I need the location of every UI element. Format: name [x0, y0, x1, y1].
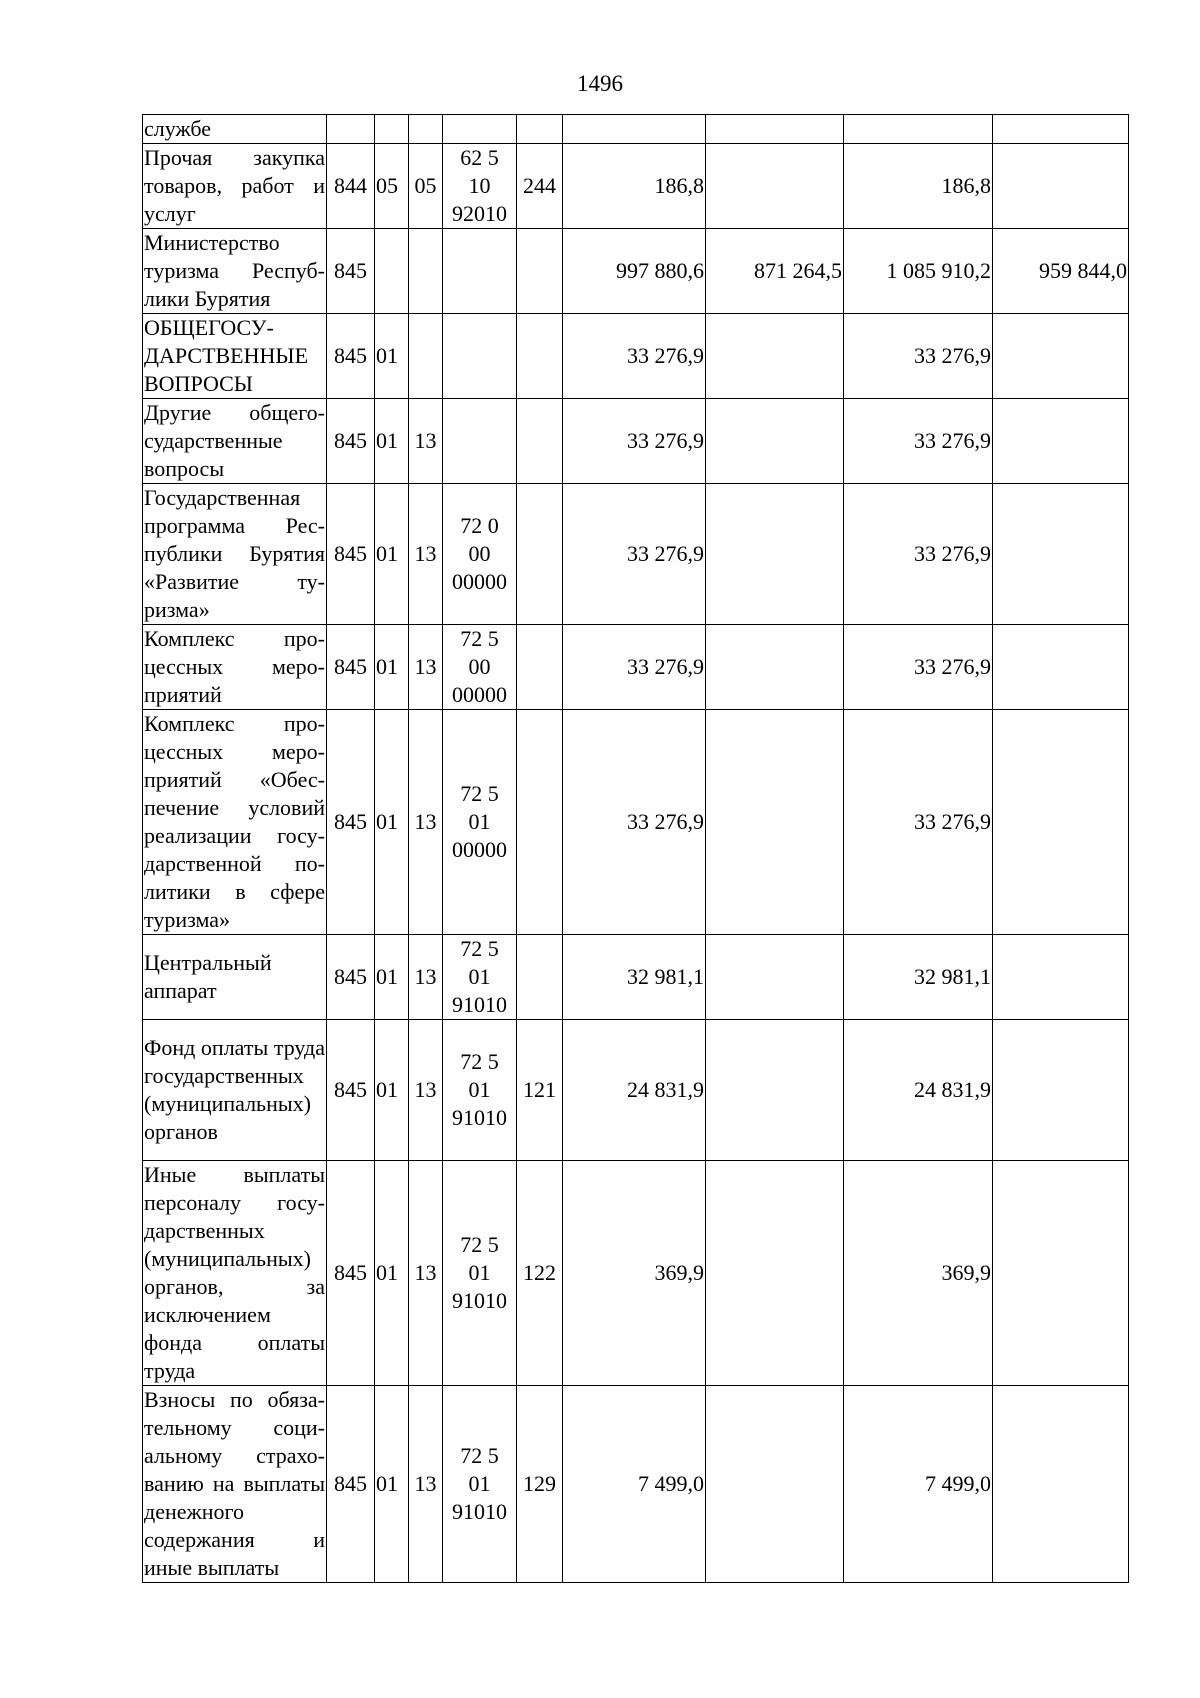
cell-sum-1: 369,9	[563, 1161, 706, 1386]
table-row	[143, 399, 1129, 484]
cell-sum-2	[706, 115, 844, 144]
cell-sum-2	[706, 710, 844, 935]
cell-rz: 01	[375, 935, 409, 1020]
cell-rz: 01	[375, 1161, 409, 1386]
cell-ved: 845	[327, 710, 375, 935]
cell-sum-3: 1 085 910,2	[844, 229, 993, 314]
cell-name: Иные выплаты персоналу государственных (муниципальных) органов, за исключением фонда оплаты труда	[143, 1161, 327, 1386]
cell-sum-4	[993, 625, 1129, 710]
cell-vr	[517, 399, 563, 484]
cell-vr	[517, 710, 563, 935]
cell-ved: 845	[327, 1386, 375, 1583]
cell-ved: 844	[327, 144, 375, 229]
cell-sum-1	[563, 115, 706, 144]
cell-sum-4	[993, 484, 1129, 625]
cell-pr: 13	[409, 1020, 443, 1161]
cell-vr	[517, 314, 563, 399]
cell-sum-3: 7 499,0	[844, 1386, 993, 1583]
cell-sum-3: 33 276,9	[844, 314, 993, 399]
cell-sum-4	[993, 1161, 1129, 1386]
cell-sum-1: 24 831,9	[563, 1020, 706, 1161]
cell-sum-1: 186,8	[563, 144, 706, 229]
cell-sum-3: 24 831,9	[844, 1020, 993, 1161]
cell-name: Фонд оплаты труда государственных (муниципальных) органов	[143, 1020, 327, 1161]
table-row	[143, 115, 1129, 144]
cell-sum-4	[993, 1386, 1129, 1583]
cell-ved: 845	[327, 625, 375, 710]
cell-sum-1: 7 499,0	[563, 1386, 706, 1583]
cell-csr: 72 5 01 91010	[443, 1386, 517, 1583]
table-row	[143, 484, 1129, 625]
cell-sum-4	[993, 399, 1129, 484]
cell-csr: 72 5 01 91010	[443, 935, 517, 1020]
cell-sum-2	[706, 484, 844, 625]
cell-ved: 845	[327, 1161, 375, 1386]
cell-sum-3: 369,9	[844, 1161, 993, 1386]
cell-sum-3: 33 276,9	[844, 625, 993, 710]
table-row	[143, 1386, 1129, 1583]
cell-pr: 13	[409, 625, 443, 710]
cell-name: Другие общегосударственные вопросы	[143, 399, 327, 484]
cell-sum-3: 33 276,9	[844, 484, 993, 625]
cell-sum-2	[706, 1161, 844, 1386]
table-body	[143, 115, 1129, 1583]
cell-csr: 72 5 01 91010	[443, 1161, 517, 1386]
cell-sum-2	[706, 1386, 844, 1583]
cell-vr: 244	[517, 144, 563, 229]
cell-sum-2	[706, 314, 844, 399]
cell-csr: 72 5 01 91010	[443, 1020, 517, 1161]
budget-table	[142, 114, 1129, 1583]
cell-name: Комплекс процессных мероприятий «Обеспечение условий реализации государственной политики в сфере туризма»	[143, 710, 327, 935]
cell-csr	[443, 229, 517, 314]
cell-csr: 72 5 01 00000	[443, 710, 517, 935]
cell-sum-2	[706, 935, 844, 1020]
page-number: 1496	[577, 71, 623, 96]
cell-csr: 72 5 00 00000	[443, 625, 517, 710]
cell-sum-2	[706, 144, 844, 229]
cell-sum-1: 33 276,9	[563, 484, 706, 625]
cell-vr: 129	[517, 1386, 563, 1583]
cell-vr: 121	[517, 1020, 563, 1161]
cell-sum-4	[993, 935, 1129, 1020]
cell-pr: 13	[409, 484, 443, 625]
cell-sum-3	[844, 115, 993, 144]
table-row	[143, 144, 1129, 229]
cell-vr: 122	[517, 1161, 563, 1386]
table-row	[143, 229, 1129, 314]
cell-name: Взносы по обязательному социальному страхованию на выплаты денежного содержания и иные выплаты	[143, 1386, 327, 1583]
cell-rz: 01	[375, 710, 409, 935]
cell-csr: 62 5 10 92010	[443, 144, 517, 229]
cell-sum-4: 959 844,0	[993, 229, 1129, 314]
cell-csr	[443, 115, 517, 144]
cell-rz: 01	[375, 1020, 409, 1161]
cell-sum-2	[706, 625, 844, 710]
cell-ved: 845	[327, 935, 375, 1020]
cell-ved: 845	[327, 399, 375, 484]
table-row	[143, 625, 1129, 710]
cell-pr: 13	[409, 399, 443, 484]
cell-vr	[517, 484, 563, 625]
cell-pr: 13	[409, 710, 443, 935]
table-row	[143, 314, 1129, 399]
table-row	[143, 935, 1129, 1020]
cell-sum-3: 32 981,1	[844, 935, 993, 1020]
cell-sum-4	[993, 144, 1129, 229]
cell-sum-4	[993, 1020, 1129, 1161]
cell-pr	[409, 115, 443, 144]
cell-name: службе	[143, 115, 327, 144]
cell-vr	[517, 115, 563, 144]
cell-name: ОБЩЕГОСУДАРСТВЕННЫЕ ВОПРОСЫ	[143, 314, 327, 399]
cell-sum-1: 32 981,1	[563, 935, 706, 1020]
cell-pr: 13	[409, 1161, 443, 1386]
cell-rz: 01	[375, 399, 409, 484]
cell-sum-2	[706, 399, 844, 484]
table-row	[143, 710, 1129, 935]
cell-rz	[375, 229, 409, 314]
cell-sum-1: 33 276,9	[563, 399, 706, 484]
cell-vr	[517, 935, 563, 1020]
cell-name: Центральный аппарат	[143, 935, 327, 1020]
cell-sum-1: 33 276,9	[563, 625, 706, 710]
cell-ved: 845	[327, 1020, 375, 1161]
cell-sum-3: 33 276,9	[844, 399, 993, 484]
cell-rz: 01	[375, 484, 409, 625]
cell-sum-3: 33 276,9	[844, 710, 993, 935]
cell-sum-4	[993, 710, 1129, 935]
cell-pr	[409, 314, 443, 399]
cell-sum-3: 186,8	[844, 144, 993, 229]
cell-rz: 05	[375, 144, 409, 229]
cell-rz: 01	[375, 314, 409, 399]
cell-sum-1: 997 880,6	[563, 229, 706, 314]
cell-ved: 845	[327, 229, 375, 314]
cell-ved: 845	[327, 484, 375, 625]
cell-rz: 01	[375, 1386, 409, 1583]
cell-vr	[517, 229, 563, 314]
cell-sum-1: 33 276,9	[563, 710, 706, 935]
cell-rz	[375, 115, 409, 144]
cell-rz: 01	[375, 625, 409, 710]
cell-name: Министерство туризма Республики Бурятия	[143, 229, 327, 314]
cell-sum-4	[993, 314, 1129, 399]
cell-pr: 13	[409, 1386, 443, 1583]
cell-ved: 845	[327, 314, 375, 399]
cell-vr	[517, 625, 563, 710]
cell-csr	[443, 314, 517, 399]
cell-sum-2: 871 264,5	[706, 229, 844, 314]
cell-ved	[327, 115, 375, 144]
cell-name: Государственная программа Республики Бурятия «Развитие туризма»	[143, 484, 327, 625]
cell-pr: 13	[409, 935, 443, 1020]
cell-pr: 05	[409, 144, 443, 229]
cell-pr	[409, 229, 443, 314]
table-row	[143, 1161, 1129, 1386]
cell-sum-1: 33 276,9	[563, 314, 706, 399]
cell-name: Комплекс процессных мероприятий	[143, 625, 327, 710]
table-row	[143, 1020, 1129, 1161]
cell-csr	[443, 399, 517, 484]
cell-sum-4	[993, 115, 1129, 144]
cell-csr: 72 0 00 00000	[443, 484, 517, 625]
cell-name: Прочая закупка товаров, работ и услуг	[143, 144, 327, 229]
cell-sum-2	[706, 1020, 844, 1161]
